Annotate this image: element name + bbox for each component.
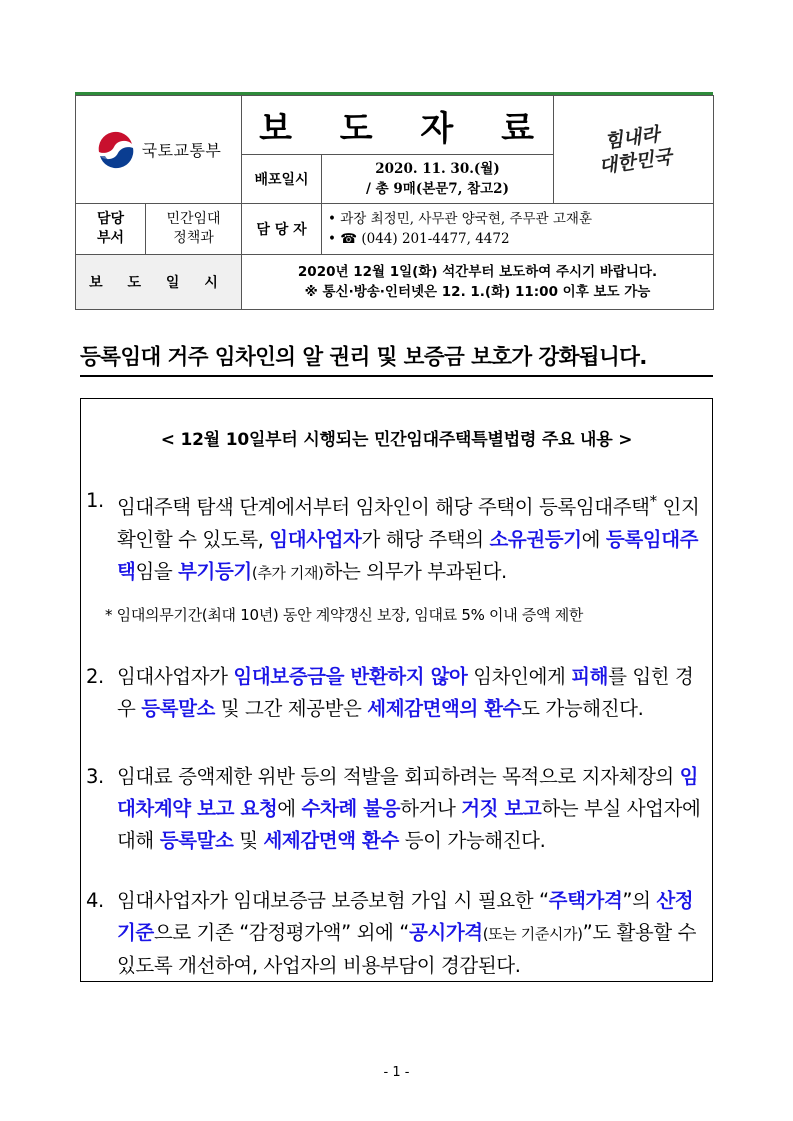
dept-name-1: 민간임대 [166, 211, 221, 227]
staff-names: • 과장 최정민, 사무관 양국현, 주무관 고재훈 [328, 211, 592, 227]
summary-item-4 [86, 885, 710, 982]
dept-label-1: 담당 [96, 211, 125, 227]
ministry-logo-cell [76, 96, 242, 204]
item-number: 2. [86, 665, 104, 688]
press-header-table [75, 95, 714, 310]
press-title-cell [242, 96, 554, 155]
publish-info [242, 255, 714, 310]
headline: 등록임대 거주 임차인의 알 권리 및 보증금 보호가 강화됩니다. [80, 340, 713, 377]
slogan-line-1: 힘내라 [603, 122, 661, 153]
footnote: * 임대의무기간(최대 10년) 동안 계약갱신 보장, 임대료 5% 이내 증액 제한 [105, 606, 584, 624]
publish-line-1: 2020년 12월 1일(화) 석간부터 보도하여 주시기 바랍니다. [297, 264, 658, 280]
item-number: 1. [86, 489, 104, 512]
distribution-info [322, 155, 554, 204]
summary-subtitle: < 12월 10일부터 시행되는 민간임대주택특별법령 주요 내용 > [160, 430, 633, 450]
item-text: 임대료 증액제한 위반 등의 적발을 회피하려는 목적으로 지자체장의 임대차계약 보고 요청에 수차례 불응하거나 거짓 보고하는 부실 사업자에 대해 등록말소 및 세제감면액 환수 등이 가능해진다. [117, 765, 701, 852]
item-text: 임대사업자가 임대보증금 보증보험 가입 시 필요한 “주택가격”의 산정기준으로 기존 “감정평가액” 외에 “공시가격(또는 기준시가)”도 활용할 수 있도록 개선하여, 사업자의 비용부담이 경감된다. [117, 889, 697, 977]
summary-item-3 [86, 761, 710, 857]
item-text: 임대주택 탐색 단계에서부터 임차인이 해당 주택이 등록임대주택* 인지 확인할 수 있도록, 임대사업자가 해당 주택의 소유권등기에 등록임대주택임을 부기등기(추가 기재)하는 의무가 부과된다. [117, 492, 700, 583]
dept-label-2: 부서 [96, 230, 125, 246]
dept-name-2: 정책과 [173, 230, 214, 246]
press-title: 보 도 자 료 [259, 108, 552, 149]
summary-item-1 [86, 485, 710, 589]
page-number: - 1 - [383, 1065, 410, 1080]
ministry-emblem-icon [96, 130, 136, 170]
staff-label: 담 당 자 [242, 204, 322, 255]
distribution-date: 2020. 11. 30.(월) [375, 161, 500, 177]
dept-label-cell [76, 204, 146, 255]
distribution-label: 배포일시 [242, 155, 322, 204]
publish-line-2: ※ 통신·방송·인터넷은 12. 1.(화) 11:00 이후 보도 가능 [304, 284, 651, 300]
summary-item-2 [86, 661, 710, 725]
press-header [75, 92, 713, 310]
staff-phone: • ☎ (044) 201-4477, 4472 [328, 231, 510, 247]
slogan-cell [554, 96, 714, 204]
slogan [594, 121, 673, 179]
ministry-name: 국토교통부 [141, 141, 222, 160]
publish-label: 보 도 일 시 [76, 255, 242, 310]
distribution-pages: / 총 9매(본문7, 참고2) [366, 181, 509, 197]
item-number: 3. [86, 765, 104, 788]
item-number: 4. [86, 889, 104, 912]
summary-box [80, 398, 713, 982]
dept-name-cell [146, 204, 242, 255]
item-text: 임대사업자가 임대보증금을 반환하지 않아 임차인에게 피해를 입힌 경우 등록말소 및 그간 제공받은 세제감면액의 환수도 가능해진다. [117, 665, 694, 720]
staff-info [322, 204, 714, 255]
slogan-line-2: 대한민국 [597, 145, 674, 178]
